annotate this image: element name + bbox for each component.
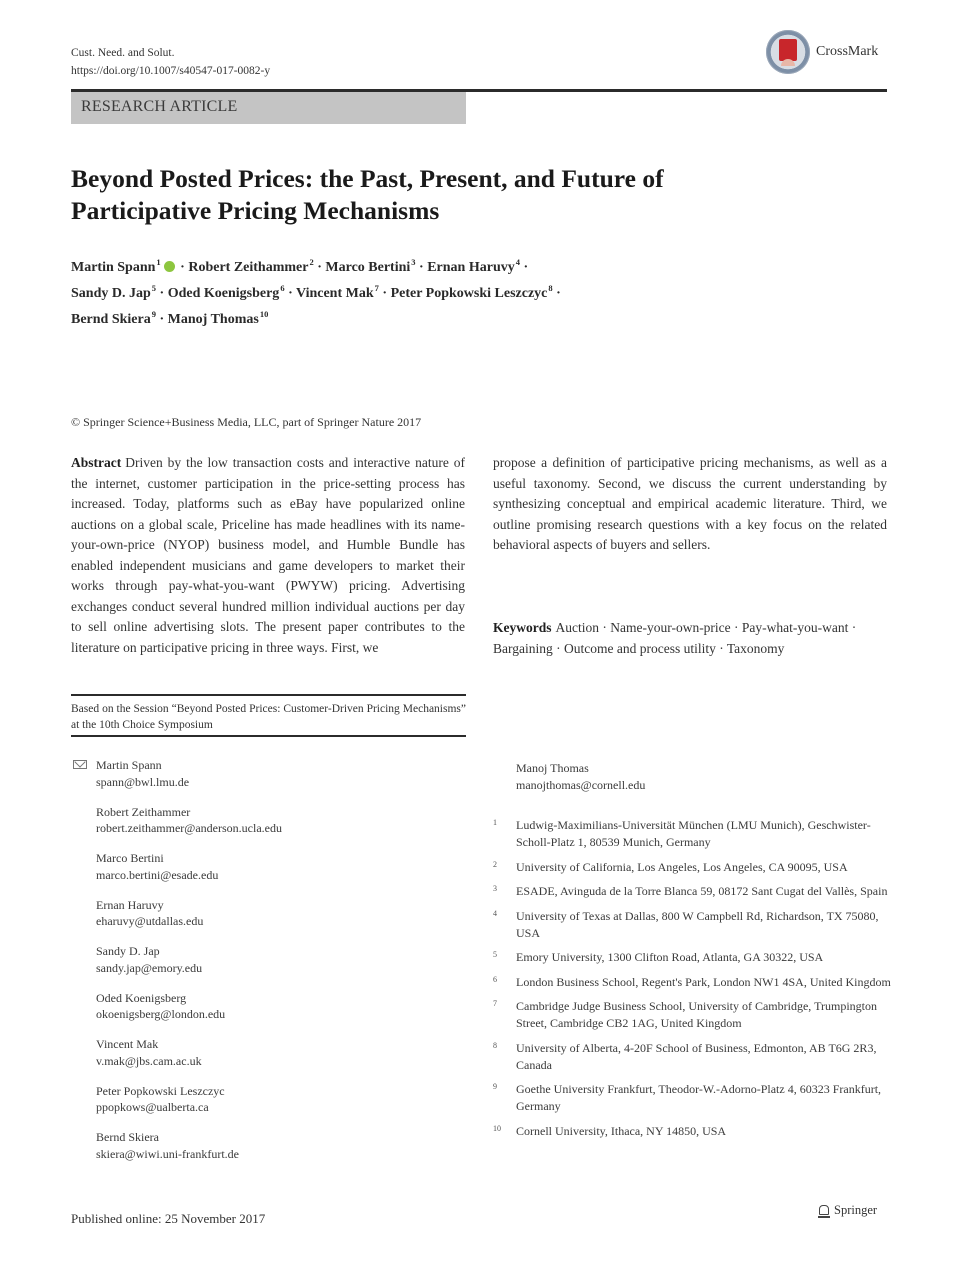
copyright-notice: © Springer Science+Business Media, LLC, part of Springer Nature 2017 bbox=[71, 415, 422, 429]
contact-entry: Marco Bertini marco.bertini@esade.edu bbox=[96, 850, 426, 883]
contacts-right-column bbox=[516, 760, 846, 807]
contact-entry: Sandy D. Jap sandy.jap@emory.edu bbox=[96, 943, 426, 976]
footnote-divider-bottom bbox=[71, 735, 466, 737]
author[interactable]: Peter Popkowski Leszczyc$^8$ bbox=[390, 283, 553, 301]
author[interactable]: Sandy D. Jap$^5$ bbox=[71, 283, 157, 301]
contact-entry: Ernan Haruvy eharuvy@utdallas.edu bbox=[96, 897, 426, 930]
author[interactable]: Vincent Mak$^7$ bbox=[295, 283, 379, 301]
contact-entry: Robert Zeithammer robert.zeithammer@anderson.ucla.edu bbox=[96, 804, 426, 837]
email-link[interactable]: ppopkows@ualberta.ca bbox=[96, 1100, 209, 1114]
author[interactable]: Robert Zeithammer$^2$ bbox=[188, 257, 314, 275]
affiliation-item: 5 Emory University, 1300 Clifton Road, Atlanta, GA 30322, USA bbox=[493, 950, 824, 964]
email-link[interactable]: okoenigsberg@london.edu bbox=[96, 1007, 226, 1021]
journal-name: Cust. Need. and Solut. bbox=[71, 47, 175, 59]
abstract-right-column bbox=[493, 453, 887, 556]
email-link[interactable]: spann@bwl.lmu.de bbox=[96, 774, 190, 789]
affiliations-list bbox=[493, 817, 893, 1147]
article-title: Beyond Posted Prices: the Past, Present, and Future of Participative Pricing Mechanisms bbox=[71, 164, 664, 225]
keywords-text: Auction · Name-your-own-price · Pay-what-you-want · Bargaining · Outcome and process utility · Taxonomy bbox=[493, 620, 857, 656]
author[interactable]: Martin Spann$^1$ bbox=[71, 257, 161, 275]
affiliation-item: 3 ESADE, Avinguda de la Torre Blanca 59, 08172 Sant Cugat del Vallès, Spain bbox=[493, 884, 888, 898]
contact-entry: Manoj Thomas manojthomas@cornell.edu bbox=[516, 760, 846, 793]
envelope-icon bbox=[73, 760, 87, 769]
footnote-divider-top bbox=[71, 694, 466, 696]
keywords-label: Keywords bbox=[493, 620, 552, 635]
affiliation-item: 7 Cambridge Judge Business School, University of Cambridge, Trumpington Street, Cambridge CB2 1AG, United Kingdom bbox=[493, 999, 877, 1030]
article-category: RESEARCH ARTICLE bbox=[71, 92, 466, 124]
affiliation-item: 1 Ludwig-Maximilians-Universität München (LMU Munich), Geschwister-Scholl-Platz 1, 80539 Munich, Germany bbox=[493, 818, 871, 849]
orcid-icon[interactable] bbox=[164, 261, 175, 272]
email-link[interactable]: eharuvy@utdallas.edu bbox=[96, 914, 204, 928]
email-link[interactable]: manojthomas@cornell.edu bbox=[516, 777, 646, 792]
abstract-paragraph bbox=[71, 453, 465, 658]
author[interactable]: Marco Bertini$^3$ bbox=[325, 257, 416, 275]
affiliation-item: 6 London Business School, Regent's Park, London NW1 4SA, United Kingdom bbox=[493, 974, 891, 989]
contact-entry: Peter Popkowski Leszczyc ppopkows@ualberta.ca bbox=[96, 1083, 426, 1116]
author[interactable]: Bernd Skiera$^9$ bbox=[71, 309, 156, 327]
crossmark-label: CrossMark bbox=[816, 44, 879, 59]
crossmark-icon bbox=[766, 30, 810, 74]
email-link[interactable]: v.mak@jbs.cam.ac.uk bbox=[96, 1053, 202, 1068]
affiliation-item: 9 Goethe University Frankfurt, Theodor-W.-Adorno-Platz 4, 60323 Frankfurt, Germany bbox=[493, 1082, 882, 1113]
affiliation-item: 4 University of Texas at Dallas, 800 W Campbell Rd, Richardson, TX 75080, USA bbox=[493, 908, 879, 940]
email-link[interactable]: robert.zeithammer@anderson.ucla.edu bbox=[96, 821, 282, 835]
abstract-left-column bbox=[71, 453, 465, 658]
doi-link[interactable]: https://doi.org/10.1007/s40547-017-0082-y bbox=[71, 65, 271, 77]
author[interactable]: Manoj Thomas$^{10}$ bbox=[167, 309, 269, 327]
contacts-left-column bbox=[96, 757, 426, 1176]
affiliation-item: 2 University of California, Los Angeles, Los Angeles, CA 90095, USA bbox=[493, 859, 848, 874]
author-list: Martin Spann$^1$ · Robert Zeithammer$^2$ · Marco Bertini$^3$ · Ernan Haruvy$^4$ · Sandy D. Jap$^5$ · Oded Koenigsberg$^6$ · Vincent Mak$^7$ · Peter Popkowski Leszczyc$^8$ · Bernd Skiera$^9$ · Manoj Thomas$^{10}$ bbox=[71, 257, 561, 327]
affiliation-item: 8 University of Alberta, 4-20F School of Business, Edmonton, AB T6G 2R3, Canada bbox=[493, 1040, 877, 1072]
crossmark-button[interactable] bbox=[766, 30, 878, 74]
journal-header bbox=[71, 44, 270, 80]
author[interactable]: Ernan Haruvy$^4$ bbox=[427, 257, 520, 275]
email-link[interactable]: skiera@wiwi.uni-frankfurt.de bbox=[96, 1146, 240, 1161]
author[interactable]: Oded Koenigsberg$^6$ bbox=[167, 283, 285, 301]
publisher-logo bbox=[818, 1203, 877, 1218]
email-link[interactable]: marco.bertini@esade.edu bbox=[96, 867, 219, 882]
contact-entry: Bernd Skiera skiera@wiwi.uni-frankfurt.de bbox=[96, 1129, 426, 1162]
springer-horse-icon bbox=[818, 1204, 830, 1218]
email-link[interactable]: sandy.jap@emory.edu bbox=[96, 960, 203, 975]
session-footnote: Based on the Session “Beyond Posted Prices: Customer-Driven Pricing Mechanisms” at the 10th Choice Symposium bbox=[71, 703, 466, 731]
keywords-block bbox=[493, 618, 887, 659]
published-date: Published online: 25 November 2017 bbox=[71, 1211, 266, 1226]
affiliation-item: 10 Cornell University, Ithaca, NY 14850, USA bbox=[493, 1123, 727, 1138]
abstract-label: Abstract bbox=[71, 455, 122, 470]
contact-entry: Vincent Mak v.mak@jbs.cam.ac.uk bbox=[96, 1036, 426, 1069]
contact-entry: Martin Spann spann@bwl.lmu.de bbox=[96, 757, 426, 790]
abstract-text-right: propose a definition of participative pricing mechanisms, as well as a useful taxonomy. Second, we discuss the current understanding by synthesizing conceptual and empirical academic literature. Third, we outline promising research questions with a key focus on the related behavioral aspects of buyers and sellers. bbox=[493, 455, 887, 552]
publisher-name: Springer bbox=[834, 1203, 878, 1217]
abstract-text-left: Driven by the low transaction costs and interactive nature of the internet, customer participation in the price-setting process has increased. Today, platforms such as eBay have popularized online auctions on a global scale, Priceline has made headlines with its name-your-own-price (NYOP) business model, and Humble Bundle has enabled independent musicians and game developers to market their works through pay-what-you-want (PWYW) pricing. Advertising exchanges conduct several hundred million individual auctions per day to sell online advertising slots. The present paper contributes to the literature on participative pricing in three ways. First, we bbox=[71, 455, 465, 655]
contact-entry: Oded Koenigsberg okoenigsberg@london.edu bbox=[96, 990, 426, 1023]
